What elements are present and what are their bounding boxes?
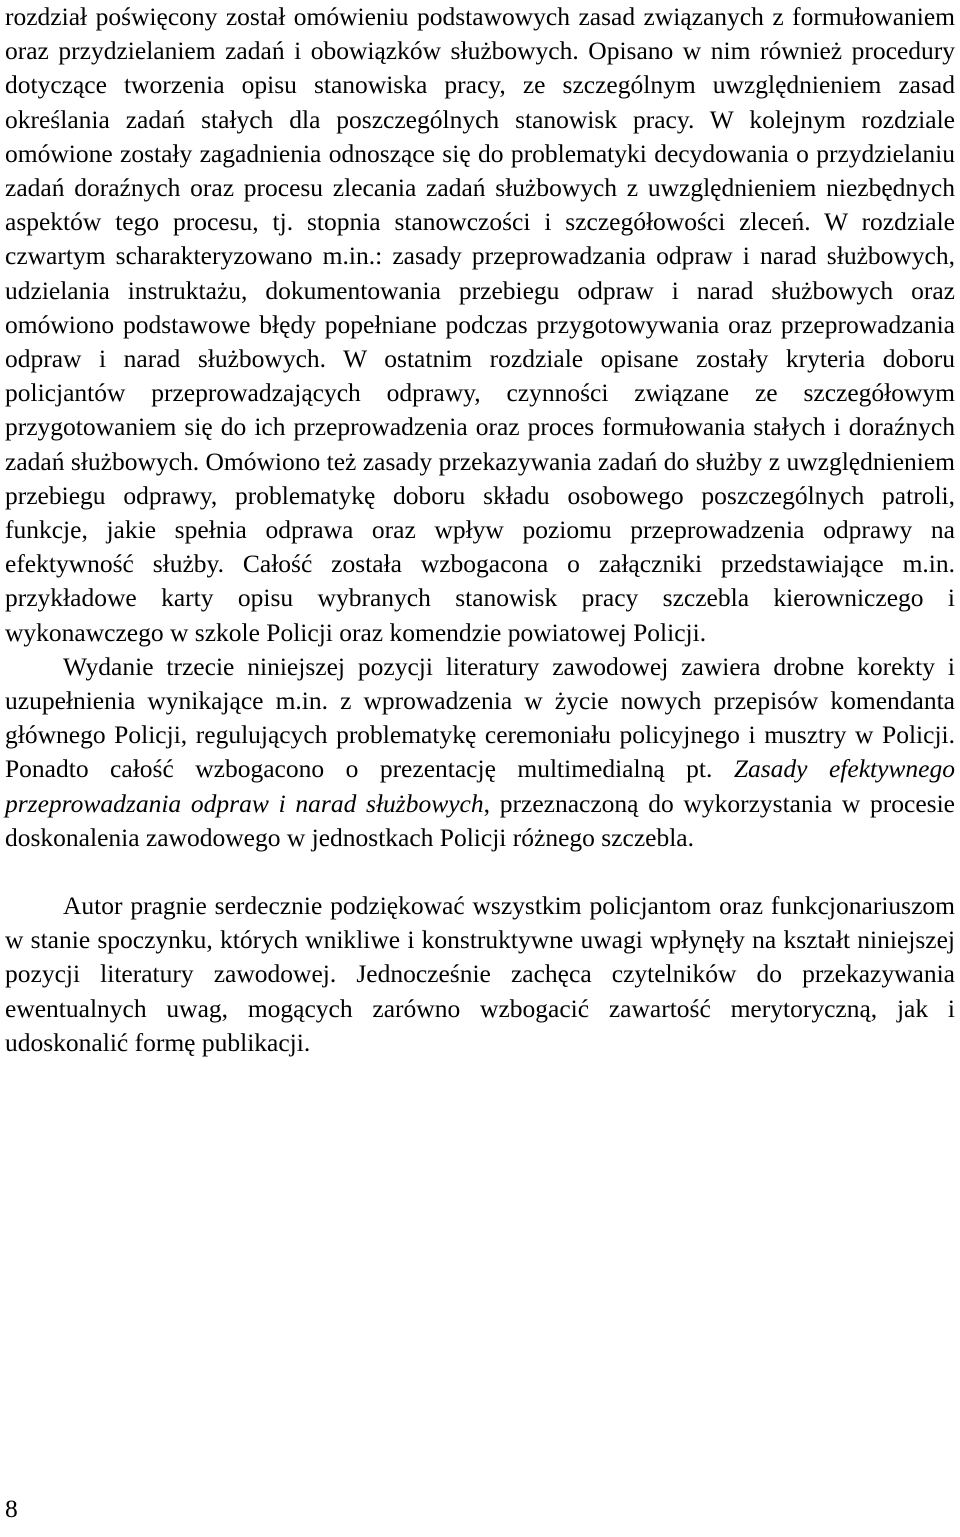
paragraph-acknowledgements: Autor pragnie serdecznie podziękować wszystkim policjantom oraz funkcjonariuszom w stanie spoczynku, których wnikliwe i konstruktywne uwagi wpłynęły na kształt niniejszej pozycji literatury zawodowej. Jednocześnie zachęca czytelników do przekazywania ewentualnych uwag, mogących zarówno wzbogacić zawartość merytoryczną, jak i udoskonalić formę publikacji. — [5, 891, 955, 1057]
page-number: 8 — [5, 1494, 18, 1523]
presentation-title: Zasady efektywnego przeprowadzania odpraw i narad służbowych — [5, 754, 955, 818]
paragraph-gap — [5, 855, 955, 889]
paragraph-chapter-overview: rozdział poświęcony został omówieniu podstawowych zasad związanych z formułowaniem oraz przydzielaniem zadań i obowiązków służbowych. Opisano w nim również procedury dotyczące tworzenia opisu stanowiska pracy, ze szczególnym uwzględnieniem zasad określania zadań stałych dla poszczególnych stanowisk pracy. W kolejnym rozdziale omówione zostały zagadnienia odnoszące się do problematyki decydowania o przydzielaniu zadań doraźnych oraz procesu zlecania zadań służbowych z uwzględnieniem niezbędnych aspektów tego procesu, tj. stopnia stanowczości i szczegółowości zleceń. W rozdziale czwartym scharakteryzowano m.in.: zasady przeprowadzania odpraw i narad służbowych, udzielania instruktażu, dokumentowania przebiegu odpraw i narad służbowych oraz omówiono podstawowe błędy popełniane podczas przygotowywania oraz przeprowadzania odpraw i narad służbowych. W ostatnim rozdziale opisane zostały kryteria doboru policjantów przeprowadzających odprawy, czynności związane ze szczegółowym przygotowaniem się do ich przeprowadzenia oraz proces formułowania stałych i doraźnych zadań służbowych. Omówiono też zasady przekazywania zadań do służby z uwzględnieniem przebiegu odprawy, problematykę doboru składu osobowego poszczególnych patroli, funkcje, jakie spełnia odprawa oraz wpływ poziomu przeprowadzenia odprawy na efektywność służby. Całość została wzbogacona o załączniki przedstawiające m.in. przykładowe karty opisu wybranych stanowisk pracy szczebla kierowniczego i wykonawczego w szkole Policji oraz komendzie powiatowej Policji. — [5, 2, 955, 647]
paragraph-third-edition — [5, 650, 955, 855]
third-edition-text: Wydanie trzecie niniejszej pozycji literatury zawodowej zawiera drobne korekty i uzupełnienia wynikające m.in. z wprowadzenia w życie nowych przepisów komendanta głównego Policji, regulujących problematykę ceremoniału policyjnego i musztry w Policji. Ponadto całość wzbogacono o prezentację multimedialną pt. — [5, 651, 955, 784]
third-edition-text-end: , przeznaczoną do wykorzystania w procesie doskonalenia zawodowego w jednostkach Policji różnego szczebla. — [5, 788, 955, 852]
